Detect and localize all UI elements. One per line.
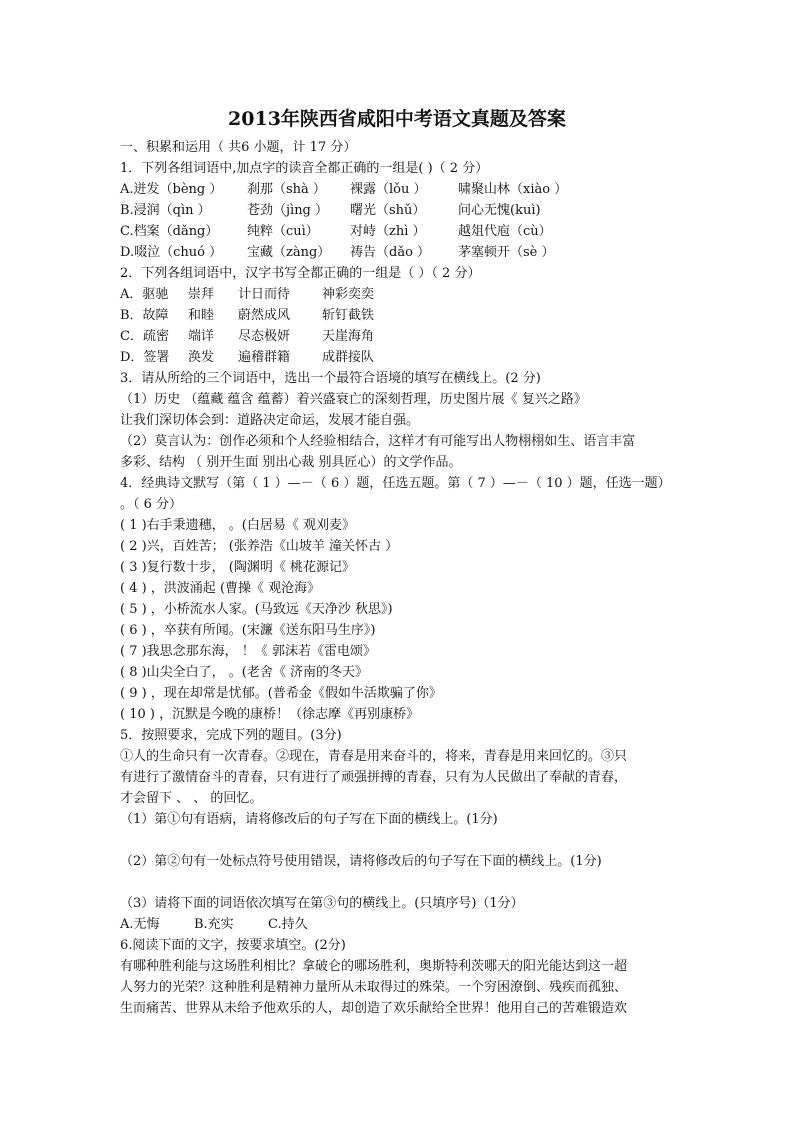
q1-word: 越俎代庖（cù） [458, 224, 552, 239]
q1-option-c: C.档案（dǎng） [120, 224, 219, 239]
q4-item: ( 2 )兴，百姓苦； (张养浩《山坡羊 潼关怀古 ） [120, 539, 399, 554]
q1-word: 宝藏（zàng） [247, 245, 331, 260]
q6-passage: 有哪种胜利能与这场胜利相比？拿破仑的哪场胜利，奥斯特利茨哪天的阳光能达到这一超 [120, 959, 628, 974]
q2-word: 遍稽群籍 [238, 350, 291, 365]
q3-line: 多彩、结构 （ 别开生面 别出心裁 别具匠心）的文学作品。 [120, 455, 462, 470]
q1-word: 茅塞顿开（sè ） [458, 245, 555, 260]
q2-word: 斩钉截铁 [322, 308, 375, 323]
q1-row-a [120, 180, 680, 200]
q1-word: 对峙（zhì ） [350, 224, 426, 239]
q2-stem: 2．下列各组词语中，汉字书写全都正确的一组是（ ）（ 2 分） [120, 266, 481, 281]
q4-stem: 4．经典诗文默写（第（ 1 ）—－（ 6 ）题，任选五题。第（ 7 ）—－（ 10 ）题，任选一题） [120, 476, 671, 491]
q4-stem-cont: 。（ 6 分） [120, 497, 183, 512]
q3-line: （2）莫言认为：创作必须和个人经验相结合，这样才有可能写出人物栩栩如生、语言丰富 [120, 434, 636, 449]
q4-item: ( 4 ) ，洪波涌起 (曹操《 观沧海》 [120, 581, 321, 596]
q1-word: 裸露（lǒu ） [350, 182, 427, 197]
q2-word: 神彩奕奕 [322, 287, 375, 302]
q1-option-d: D.啜泣（chuó ） [120, 245, 223, 260]
q5-sub-question: （1）第①句有语病，请将修改后的句子写在下面的横线上。(1分) [120, 812, 498, 827]
q1-row-d [120, 243, 680, 263]
q1-word: 啸聚山林（xiào ） [458, 182, 568, 197]
q2-word: 蔚然成风 [238, 308, 291, 323]
q2-row-b [120, 306, 680, 326]
q2-word: 计日而待 [238, 287, 291, 302]
q1-row-b [120, 201, 680, 221]
q2-word: 和睦 [188, 308, 215, 323]
q2-word: 尽态极妍 [238, 329, 291, 344]
q1-word: 纯粹（cuì） [247, 224, 319, 239]
q1-word: 苍劲（jìng ） [247, 203, 329, 218]
q2-word: 天崖海角 [322, 329, 375, 344]
q5-sub-question: （3）请将下面的词语依次填写在第③句的横线上。(只填序号)（1分） [120, 896, 524, 911]
q2-option-a: A．驱驰 [120, 287, 169, 302]
q3-line: 让我们深切体会到：道路决定命运，发展才能自强。 [120, 413, 420, 428]
q4-item: ( 5 ) ，小桥流水人家。(马致远《天净沙 秋思》) [120, 602, 393, 617]
q5-sub-question: （2）第②句有一处标点符号使用错误，请将修改后的句子写在下面的横线上。(1分) [120, 854, 602, 869]
q4-item: ( 9 ) ，现在却常是忧郁。(普希金《假如牛活欺骗了你》 [120, 686, 442, 701]
q1-word: 祷告（dǎo ） [350, 245, 431, 260]
q5-stem: 5．按照要求，完成下列的题目。(3分) [120, 728, 342, 743]
q5-option-b: B.充实 [194, 917, 234, 932]
q2-word: 成群接队 [322, 350, 375, 365]
q3-stem: 3．请从所给的三个词语中，选出一个最符合语境的填写在横线上。(2 分) [120, 371, 541, 386]
q5-passage: ①人的生命只有一次青春。②现在，青春是用来奋斗的，将来，青春是用来回忆的。③只 [120, 749, 628, 764]
q1-word: 曙光（shǔ） [350, 203, 426, 218]
q6-stem: 6.阅读下面的文字，按要求填空。(2分) [120, 938, 346, 953]
q2-option-c: C．疏密 [120, 329, 169, 344]
q1-word: 问心无愧(kuì) [458, 203, 541, 218]
q1-word: 刹那（shà ） [247, 182, 326, 197]
section-heading: 一、积累和运用（ 共6 小题，计 17 分） [120, 140, 357, 155]
q5-passage: 才会留下 、 、 的回忆。 [120, 791, 263, 806]
document-title: 2013年陕西省咸阳中考语文真题及答案 [228, 108, 566, 130]
q5-option-c: C.持久 [268, 917, 308, 932]
q6-passage: 人努力的光荣？这种胜利是精神力量所从未取得过的殊荣。一个穷困潦倒、残疾而孤独、 [120, 980, 628, 995]
q2-option-b: B．故障 [120, 308, 169, 323]
q1-option-b: B.浸润（qìn ） [120, 203, 211, 218]
q2-word: 端详 [188, 329, 215, 344]
q5-option-a: A.无悔 [120, 917, 160, 932]
q4-item: ( 3 )复行数十步， (陶渊明《 桃花源记》 [120, 560, 356, 575]
q1-option-a: A.迸发（bèng ） [120, 182, 223, 197]
q4-item: ( 8 )山尖全白了， 。(老舍《 济南的冬天》 [120, 665, 369, 680]
q1-row-c [120, 222, 680, 242]
q2-word: 涣发 [188, 350, 215, 365]
q6-passage: 生而痛苦、世界从未给予他欢乐的人，却创造了欢乐献给全世界！他用自己的苦难锻造欢 [120, 1001, 628, 1016]
q1-stem: 1．下列各组词语中,加点字的读音全都正确的一组是( )（ 2 分） [120, 161, 489, 176]
q2-row-c [120, 327, 680, 347]
q2-row-a [120, 285, 680, 305]
q2-word: 崇拜 [188, 287, 215, 302]
q5-options [120, 915, 680, 935]
q2-option-d: D．签署 [120, 350, 170, 365]
q4-item: ( 6 ) ，卒获有所闻。(宋濂《送东阳马生序》) [120, 623, 376, 638]
q4-item: ( 7 )我思念那东海， ！《 郭沫若《雷电颂》 [120, 644, 376, 659]
q5-passage: 有进行了激情奋斗的青春，只有进行了顽强拼搏的青春，只有为人民做出了奉献的青春， [120, 770, 628, 785]
q4-item: ( 1 )右手秉遗穗， 。(白居易《 观刈麦》 [120, 518, 356, 533]
q4-item: ( 10 ) ，沉默是今晚的康桥！（徐志摩《再别康桥》 [120, 707, 420, 722]
q2-row-d [120, 348, 680, 368]
q3-line: （1）历史 （蕴藏 蕴含 蕴蓄）着兴盛衰亡的深刻哲理，历史图片展《 复兴之路》 [120, 392, 587, 407]
